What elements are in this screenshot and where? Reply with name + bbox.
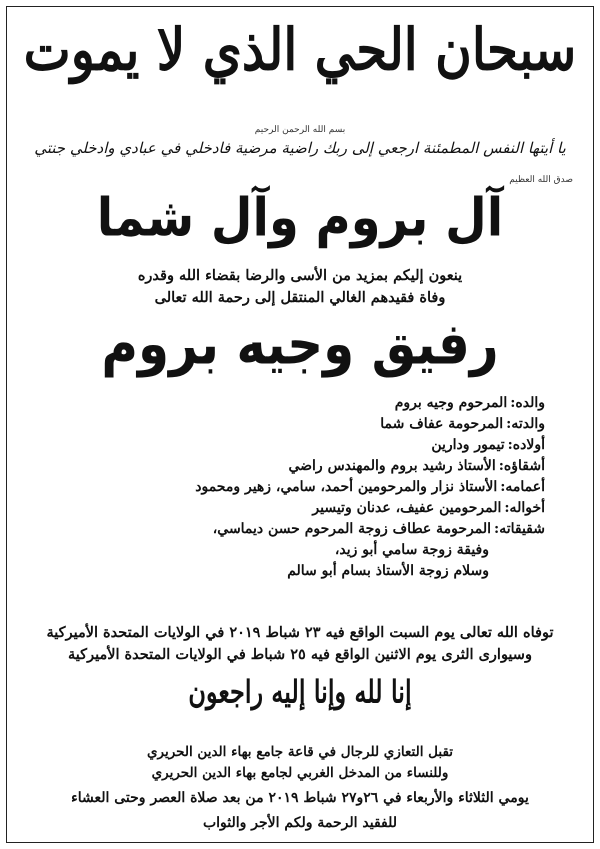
relative-label: شقيقاته: [494, 521, 545, 537]
relative-maternal-uncles [37, 498, 545, 519]
announcement-line-2: وفاة فقيدهم الغالي المنتقل إلى رحمة الله تعالى [154, 288, 446, 306]
relative-label: والدته: [506, 416, 545, 432]
relative-brothers [37, 456, 545, 477]
basmala: بسم الله الرحمن الرحيم [254, 125, 346, 135]
relative-label: أخواله: [504, 500, 545, 516]
relative-value: تيمور ودارين [431, 437, 505, 453]
death-date-line: توفاه الله تعالى يوم السبت الواقع فيه ٢٣ شباط ٢٠١٩ في الولايات المتحدة الأميركية [46, 624, 554, 641]
relative-children [37, 435, 545, 456]
relative-value: المرحومين عفيف، عدنان وتيسير [312, 500, 502, 516]
relative-value: الأستاذ رشيد بروم والمهندس راضي [288, 458, 496, 474]
calligraphy-header: سبحان الحي الذي لا يموت [23, 15, 577, 84]
condolence-men: تقبل التعازي للرجال في قاعة جامع بهاء الدين الحريري [146, 744, 454, 760]
sadaq-allah: صدق الله العظيم [509, 175, 573, 185]
closing-line: للفقيد الرحمة ولكم الأجر والثواب [202, 815, 398, 831]
condolence-info [7, 742, 593, 784]
relatives-list [37, 393, 545, 582]
obituary-page [6, 6, 594, 843]
deceased-name: رفيق وجيه بروم [101, 310, 499, 378]
relative-label: أولاده: [507, 437, 545, 453]
relative-value: المرحوم وجيه بروم [394, 395, 508, 411]
relative-value: المرحومة عطاف زوجة المرحوم حسن ديماسي، [212, 521, 492, 537]
relative-label: أعمامه: [500, 479, 545, 495]
relative-uncles [37, 477, 545, 498]
relative-sister-3: وسلام زوجة الأستاذ بسام أبو سالم [287, 563, 489, 579]
relative-value: المرحومة عفاف شما [380, 416, 504, 432]
condolence-days: يومي الثلاثاء والأربعاء في ٢٦و٢٧ شباط ٢٠١٩ من بعد صلاة العصر وحتى العشاء [71, 790, 529, 806]
quran-verse: يا أيتها النفس المطمئنة ارجعي إلى ربك راضية مرضية فادخلي في عبادي وادخلي جنتي [34, 139, 566, 157]
announcement-line-1: ينعون إليكم بمزيد من الأسى والرضا بقضاء الله وقدره [137, 267, 463, 284]
death-info [7, 622, 593, 666]
family-title: آل بروم وآل شما [96, 187, 504, 249]
relative-sister-2: وفيقة زوجة سامي أبو زيد، [334, 542, 489, 558]
announcement [7, 265, 593, 309]
condolence-women: وللنساء من المدخل الغربي لجامع بهاء الدين الحريري [151, 765, 449, 781]
relative-mother [37, 414, 545, 435]
relative-father [37, 393, 545, 414]
burial-line: وسيوارى الثرى يوم الاثنين الواقع فيه ٢٥ شباط في الولايات المتحدة الأميركية [68, 646, 532, 663]
relative-value: الأستاذ نزار والمرحومين أحمد، سامي، زهير ومحمود [195, 479, 498, 495]
relative-label: أشقاؤه: [498, 458, 545, 474]
relative-sisters [37, 519, 545, 540]
relative-label: والده: [510, 395, 545, 411]
innalillah-calligraphy: إنا لله وإنا إليه راجعون [188, 672, 412, 711]
